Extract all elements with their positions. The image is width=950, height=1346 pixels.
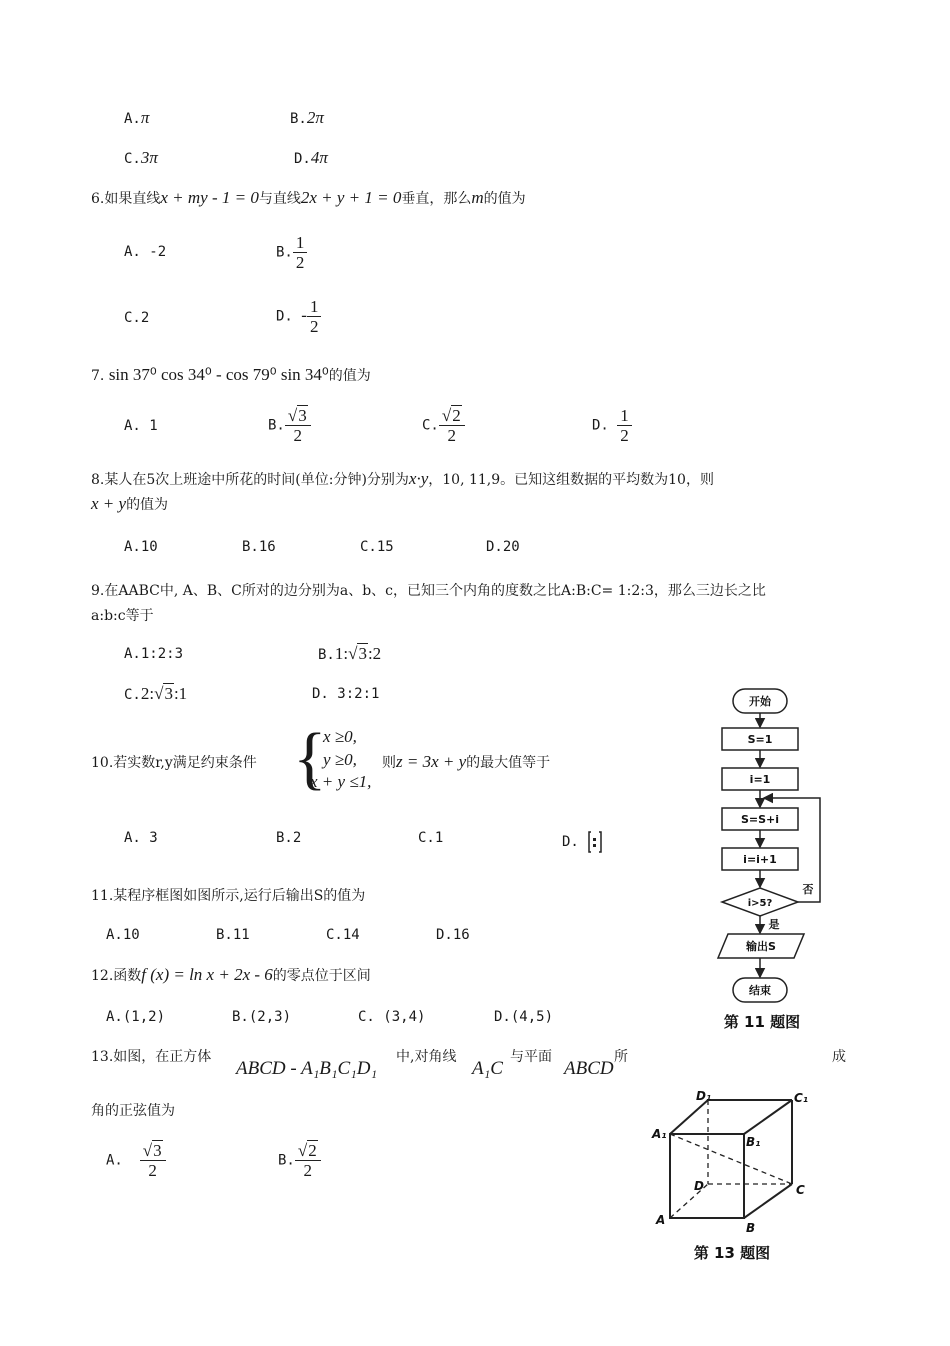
q13-plane: ABCD	[564, 1058, 614, 1079]
cube-label-c: C	[796, 1183, 805, 1197]
cube-label-a1: A₁	[652, 1127, 667, 1141]
q7-option-d: D. $\frac{1}{2}$	[592, 406, 632, 445]
flow-i-init-label: i=1	[749, 773, 771, 786]
q6-option-a: A. -2	[124, 244, 167, 260]
q7-option-c: C. $\frac{√2}{2}$	[422, 406, 465, 445]
flow-condition-label: i>5?	[747, 898, 773, 909]
flowchart-figure	[708, 683, 832, 1035]
q12-option-b: B.(2,3)	[232, 1009, 292, 1025]
cube-diagonal	[670, 1134, 792, 1184]
q9-stem-line1: 9.在AABC中, A、B、C所对的边分别为a、b、c，已知三个内角的度数之比A:B:C= 1:2:3，那么三边长之比	[91, 583, 766, 599]
q11-option-d: D.16	[436, 927, 470, 943]
q13-mid2: 与平面	[510, 1049, 552, 1065]
q13-line2: 角的正弦值为	[91, 1103, 175, 1119]
q8-option-c: C.15	[360, 539, 394, 555]
q9-option-d: D. 3:2:1	[312, 686, 380, 702]
cube-label-b1: B₁	[746, 1135, 761, 1149]
flow-no-label: 否	[802, 883, 814, 896]
q8-stem-line2: x + y的值为	[91, 494, 169, 513]
q11-option-a: A.10	[106, 927, 140, 943]
q11-option-b: B.11	[216, 927, 250, 943]
flow-start-label: 开始	[749, 695, 771, 708]
q5-option-b: B.2π	[290, 108, 324, 127]
cube-figure	[648, 1088, 816, 1264]
q13-option-b: B. $\frac{√2}{2}$	[278, 1141, 321, 1180]
q10-prefix: 10.若实数r,y满足约束条件	[91, 755, 257, 771]
q6-option-d: D. - $\frac{1}{2}$	[276, 297, 321, 336]
cube-label-c1: C₁	[794, 1091, 809, 1105]
flow-yes-label: 是	[768, 918, 780, 931]
q5-option-c: C.3π	[124, 148, 158, 167]
q10-constraint-3: x + y ≤1,	[310, 772, 372, 791]
cube-label-b: B	[746, 1221, 756, 1235]
q12-stem: 12.函数f (x) = ln x + 2x - 6的零点位于区间	[91, 965, 371, 984]
flow-end-label: 结束	[749, 984, 771, 997]
q8-option-b: B.16	[242, 539, 276, 555]
q8-option-d: D.20	[486, 539, 520, 555]
q11-option-c: C.14	[326, 927, 360, 943]
flow-update-s-label: S=S+i	[740, 813, 780, 826]
q10-option-c: C.1	[418, 830, 444, 846]
q7-stem: 7. sin 37⁰ cos 34⁰ - cos 79⁰ sin 34⁰的值为	[91, 365, 371, 384]
q13-end: 成	[832, 1049, 846, 1065]
q10-option-b: B.2	[276, 830, 302, 846]
q5-option-a: A.π	[124, 108, 150, 127]
q9-stem-line2: a:b:c等于	[91, 608, 154, 624]
q8-stem-line1: 8.某人在5次上班途中所花的时间(单位:分钟)分别为x·y，10, 11,9。已知这组数据的平均数为10，则	[91, 469, 714, 488]
q13-prefix: 13.如图，在正方体	[91, 1049, 212, 1065]
cube-caption: 第 13 题图	[693, 1244, 771, 1262]
cube-label-d1: D₁	[696, 1089, 712, 1103]
q10-option-a: A. 3	[124, 830, 158, 846]
q13-mid3: 所	[614, 1049, 628, 1065]
brace-icon: {	[293, 720, 327, 797]
q10-objective: 则z = 3x + y的最大值等于	[382, 752, 551, 771]
q6-option-c: C.2	[124, 310, 150, 326]
cube-label-d: D	[694, 1179, 704, 1193]
cube-label-a: A	[656, 1213, 666, 1227]
flow-output-label: 输出S	[746, 940, 776, 953]
q8-option-a: A.10	[124, 539, 158, 555]
q9-option-b: B.1:√3:2	[318, 644, 382, 663]
q10-option-d: D.	[562, 830, 603, 854]
q13-mid1: 中,对角线	[396, 1049, 457, 1065]
q10-constraint-2: y ≥0,	[323, 750, 357, 769]
q13-option-a: A. $\frac{√3}{2}$	[106, 1141, 166, 1180]
q12-option-d: D.(4,5)	[494, 1009, 554, 1025]
q6-option-b: B. $\frac{1}{2}$	[276, 233, 307, 272]
broken-glyph-icon	[587, 830, 603, 854]
flowchart-caption: 第 11 题图	[723, 1013, 801, 1031]
q9-option-a: A.1:2:3	[124, 646, 184, 662]
cube-front-face	[670, 1134, 744, 1218]
q13-cube: ABCD - A₁B₁C₁D₁	[236, 1058, 378, 1079]
q9-option-c: C.2:√3:1	[124, 684, 188, 703]
q10-constraint-1: x ≥0,	[323, 727, 357, 746]
q12-option-a: A.(1,2)	[106, 1009, 166, 1025]
q12-option-c: C. (3,4)	[358, 1009, 426, 1025]
flow-s-init-label: S=1	[747, 733, 773, 746]
q7-option-a: A. 1	[124, 418, 158, 434]
q6-stem: 6.如果直线x + my - 1 = 0与直线2x + y + 1 = 0垂直，那么m的值为	[91, 188, 526, 207]
q11-stem: 11.某程序框图如图所示,运行后输出S的值为	[91, 888, 366, 904]
q13-diagonal: A₁C	[472, 1058, 503, 1079]
flow-update-i-label: i=i+1	[743, 853, 777, 866]
q5-option-d: D.4π	[294, 148, 328, 167]
q7-option-b: B. $\frac{√3}{2}$	[268, 406, 311, 445]
